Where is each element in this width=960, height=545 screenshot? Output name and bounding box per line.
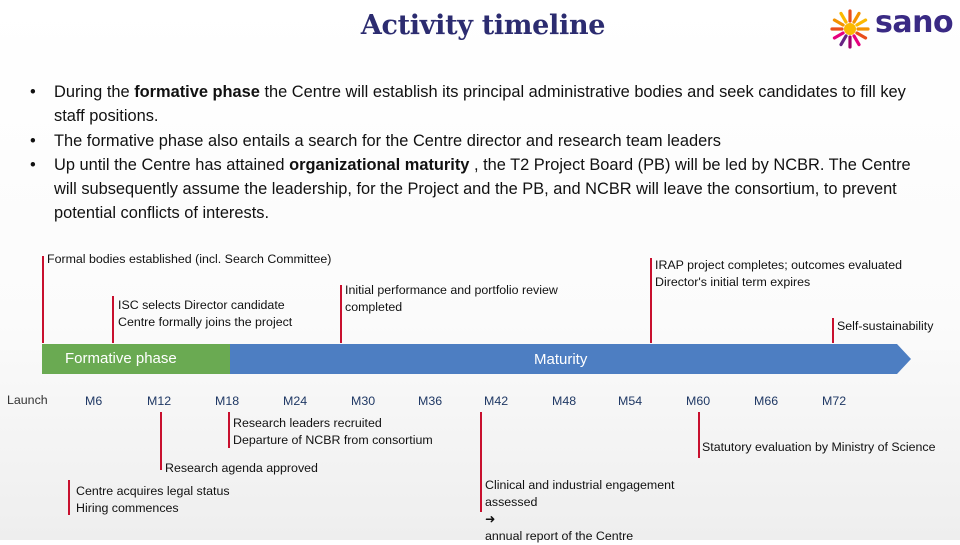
month-label: M12 [147,394,172,408]
marker-clinical-engagement [480,412,482,512]
launch-label: Launch [7,393,48,407]
marker-formal-bodies [42,256,44,343]
maturity-phase-label: Maturity [534,351,588,368]
event-clinical-engagement: Clinical and industrial engagement assessed ➜ annual report of the Centre [485,478,675,543]
marker-research-leaders [228,412,230,448]
marker-initial-review [340,285,342,343]
month-label: M66 [754,394,779,408]
bullet-director-search: • The formative phase also entails a search for the Centre director and research team leaders [30,129,930,153]
event-statutory-evaluation: Statutory evaluation by Ministry of Science [702,440,936,454]
event-legal-status: Centre acquires legal status Hiring commences [76,484,230,515]
month-label: M48 [552,394,577,408]
month-label: M6 [85,394,103,408]
month-label: M24 [283,394,308,408]
marker-research-agenda [160,412,162,470]
slide-title: Activity timeline [360,10,606,41]
right-arrow-icon: ➜ [485,512,496,526]
event-self-sustainability: Self-sustainability [837,319,934,333]
sano-logo [830,5,955,48]
marker-legal-status [68,480,70,515]
event-irap-completes: IRAP project completes; outcomes evaluated Director's initial term expires [655,258,903,289]
month-label: M72 [822,394,847,408]
sunburst-logo-icon [830,9,870,49]
bullet-list [30,80,930,226]
event-isc-selection: ISC selects Director candidate Centre formally joins the project [118,298,293,329]
marker-statutory-evaluation [698,412,700,458]
event-initial-review: Initial performance and portfolio review completed [345,283,558,314]
month-label: M42 [484,394,509,408]
bullet-formative-phase: • During the formative phase the Centre will establish its principal administrative bodies and seek candidates to fill key staff positions. [30,80,930,129]
event-formal-bodies: Formal bodies established (incl. Search Committee) [47,252,332,266]
formative-phase-label: Formative phase [65,350,177,367]
logo-wordmark: sano [875,5,954,40]
bullet-organizational-maturity: • Up until the Centre has attained organizational maturity , the T2 Project Board (PB) will be led by NCBR. The Centre will subsequently assume the leadership, for the Project and the PB, and NCBR will leave the consortium, to prevent potential conflicts of interests. [30,153,930,226]
event-research-agenda: Research agenda approved [165,461,318,475]
event-research-leaders: Research leaders recruited Departure of NCBR from consortium [233,416,433,447]
marker-self-sustainability [832,318,834,343]
month-label: M30 [351,394,376,408]
marker-isc-selection [112,296,114,343]
month-label: M54 [618,394,643,408]
marker-irap-completes [650,258,652,343]
month-label: M18 [215,394,240,408]
month-label: M36 [418,394,443,408]
month-label: M60 [686,394,711,408]
